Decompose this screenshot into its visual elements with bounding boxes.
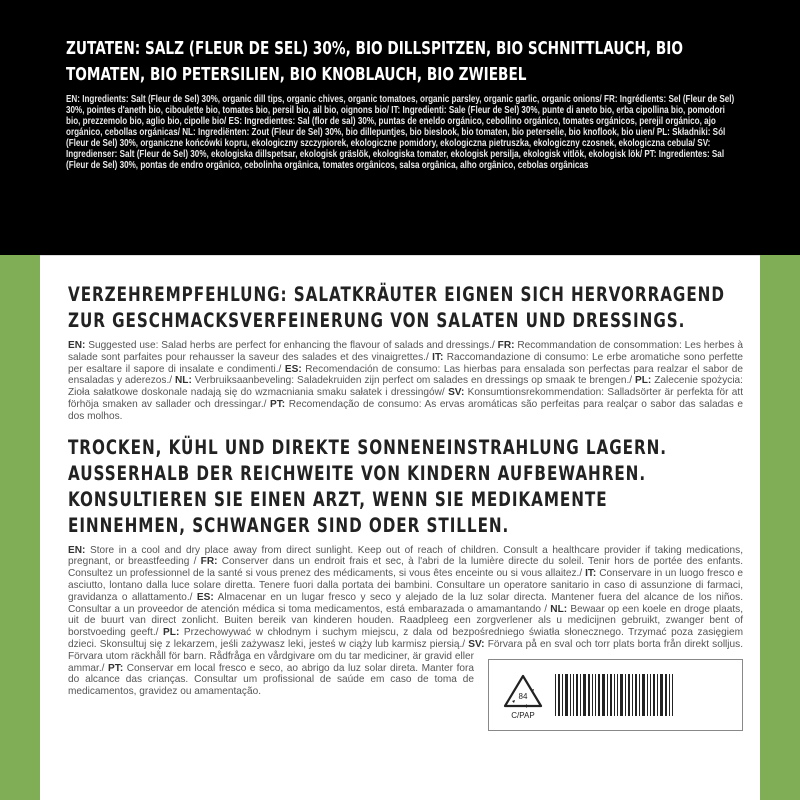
storage-translations xyxy=(68,544,744,720)
barcode-bar xyxy=(607,674,608,716)
translation-text: Conservare in un luogo fresco e asciutto, lontano dalla luce solare diretta. Tenere fuori dalla portata dei bambini. Consultare un operatore sanitario in caso di assunzione di farmaci, gravidanza o allattamento./ xyxy=(68,568,743,603)
barcode-bar xyxy=(650,674,651,716)
barcode-bar xyxy=(602,674,605,716)
barcode-bar xyxy=(592,674,593,716)
translation-text: Store in a cool and dry place away from direct sunlight. Keep out of reach of children. Consult a healthcare provider if taking medications, pregnant, or breastfeeding / xyxy=(68,544,743,568)
barcode-bar xyxy=(576,674,578,716)
translation-text: Konsumtionsrekommendation: Salladsörter är perfekta för att förhöja smaken av sallader och dressingar./ xyxy=(68,387,743,410)
translation-text: Bewaar op een koele en droge plaats, uit de buurt van direct zonlicht. Buiten bereik van kinderen houden. Raadpleeg een zorgverlener als u medicijnen gebruikt, zwanger bent of borstvoeding geeft./ xyxy=(68,603,743,639)
language-code: IT: xyxy=(585,568,597,580)
barcode-bar xyxy=(565,674,568,716)
barcode-bar xyxy=(672,674,673,716)
translation-text: Förvara på en sval och torr plats borta från direkt solljus. Förvara utom räckhåll för barn. Rådfråga en vårdgivare om du tar mediciner, är gravid eller ammar./ xyxy=(68,638,744,674)
translation-text: Raccomandazione di consumo: Le erbe aromatiche sono perfette per esaltare il sapore di insalate e condimenti./ xyxy=(68,351,743,375)
barcode-bar xyxy=(555,674,556,716)
translation-text: Ingredienti: Sale (Fleur de Sel) 30%, punte di aneto bio, erba cipollina bio, pomodori bio, prezzemolo bio, aglio bio, cipolle bio/ xyxy=(66,105,725,127)
barcode-bar xyxy=(635,674,637,716)
language-code: ES: xyxy=(284,363,302,375)
barcode-bar xyxy=(558,674,560,716)
language-code: PT: xyxy=(644,149,657,160)
translation-text: Verbruiksaanbeveling: Saladekruiden zijn perfect om salades en dressings op smaak te brengen./ xyxy=(191,375,636,387)
barcode-bar xyxy=(617,674,618,716)
translation-text: Almacenar en un lugar fresco y seco y alejado de la luz solar directa. Mantener fuera del alcance de los niños. Consultar a un proveedor de atención médica si toma medicamentos, está embarazada o amamantando / xyxy=(68,591,743,615)
ingredients-heading: ZUTATEN: SALZ (FLEUR DE SEL) 30%, BIO DILLSPITZEN, BIO SCHNITTLAUCH, BIO TOMATEN, BIO PETERSILIEN, BIO KNOBLAUCH, BIO ZWIEBEL xyxy=(66,39,683,85)
language-code: ES: xyxy=(228,116,243,127)
barcode-bar xyxy=(598,674,600,716)
language-code: EN: xyxy=(66,94,80,105)
barcode-bar xyxy=(583,674,586,716)
barcode-icon xyxy=(555,674,730,716)
translation-text: Ingredients: Salt (Fleur de Sel) 30%, organic dill tips, organic chives, organic tomatoes, organic parsley, organic garlic, organic onions/ xyxy=(79,94,605,105)
language-code: IT: xyxy=(432,351,444,363)
barcode-bar xyxy=(653,674,655,716)
barcode-bar xyxy=(570,674,571,716)
language-code: PT: xyxy=(108,662,124,674)
language-code: FR: xyxy=(200,556,218,568)
barcode-bar xyxy=(625,674,626,716)
barcode-bar xyxy=(614,674,615,716)
recycling-material: C/PAP xyxy=(511,710,535,720)
barcode-bar xyxy=(639,674,640,716)
recycling-triangle-icon xyxy=(501,672,546,724)
barcode-bar xyxy=(573,674,574,716)
barcode-bar xyxy=(620,674,623,716)
translation-text: Suggested use: Salad herbs are perfect for enhancing the flavour of salads and dressings./ xyxy=(85,340,498,351)
translation-text: Ingrediënten: Zout (Fleur de Sel) 30%, bio dillepuntjes, bio bieslook, bio tomaten, bio peterselie, bio knoflook, bio uien/ xyxy=(195,127,657,138)
language-code: NL: xyxy=(182,127,196,138)
barcode-bar xyxy=(628,674,630,716)
barcode-bar xyxy=(610,674,612,716)
storage-heading: TROCKEN, KÜHL UND DIREKTE SONNENEINSTRAHLUNG LAGERN. AUSSERHALB DER REICHWEITE VON KINDERN AUFBEWAHREN. KONSULTIEREN SIE EINEN ARZT, WENN SIE MEDIKAMENTE EINNEHMEN, SCHWANGER SIND ODER STILLEN. xyxy=(68,435,668,537)
language-code: SV: xyxy=(448,387,465,399)
usage-heading: VERZEHREMPFEHLUNG: SALATKRÄUTER EIGNEN SICH HERVORRAGEND ZUR GESCHMACKSVERFEINERUNG VON SALATEN UND DRESSINGS. xyxy=(68,283,725,332)
translation-text: Conserver dans un endroit frais et sec, à l'abri de la lumière directe du soleil. Tenir hors de portée des enfants. Consultez un professionnel de la santé si vous prenez des médicaments, si vous êtes enceinte ou si vous allaitez./ xyxy=(68,556,743,580)
barcode-bar xyxy=(647,674,648,716)
language-code: FR: xyxy=(604,94,618,105)
translation-text: Recommandation de consommation: Les herbes à salade sont parfaites pour rehausser la saveur des salades et des vinaigrettes./ xyxy=(68,340,744,363)
info-panel xyxy=(40,255,760,800)
barcode-bar xyxy=(632,674,633,716)
language-code: PL: xyxy=(163,627,180,639)
language-code: SV: xyxy=(468,638,485,650)
translation-text: Conservar em local fresco e seco, ao abrigo da luz solar direta. Manter fora do alcance das crianças. Consultar um profissional de saúde em caso de toma de medicamentos, gravidez ou amamentação. xyxy=(68,662,475,698)
language-code: ES: xyxy=(196,591,214,603)
language-code: PL: xyxy=(656,127,670,138)
barcode-bar xyxy=(588,674,590,716)
language-code: PL: xyxy=(635,375,652,387)
translation-text: Recomendación de consumo: Las hierbas para ensalada son perfectas para realzar el sabor de ensaladas y aderezos./ xyxy=(68,363,743,387)
translation-text: Ingrédients: Sel (Fleur de Sel) 30%, pointes d'aneth bio, ciboulette bio, tomates bio, persil bio, ail bio, oignons bio/ xyxy=(66,94,735,116)
barcode-bar xyxy=(665,674,667,716)
translation-text: Ingredientes: Sal (flor de sal) 30%, puntas de eneldo orgánico, cebollino orgánico, tomates orgánicos, perejil orgánico, ajo orgánico, cebollas orgánicas/ xyxy=(66,116,716,138)
translation-text: Ingredienser: Salt (Fleur de Sel) 30%, ekologiska dillspetsar, ekologisk gräslök, ekologiska tomater, ekologisk persilja, ekologisk vitlök, ekologisk lök/ xyxy=(66,149,645,160)
language-code: PT: xyxy=(270,398,286,410)
ingredients-translations xyxy=(66,94,737,171)
language-code: FR: xyxy=(497,340,515,351)
translation-text: Przechowywać w chłodnym i suchym miejscu, z dala od bezpośredniego światła słonecznego. Trzymać poza zasięgiem dzieci. Skonsultuj się z lekarzem, jeśli zażywasz leki, jesteś w ciąży lub karmisz piersią./ xyxy=(68,627,743,650)
language-code: SV: xyxy=(697,138,711,149)
translation-text: Recomendação de consumo: As ervas aromáticas são perfeitas para realçar o sabor das saladas e dos molhos. xyxy=(68,398,743,422)
usage-translations xyxy=(68,340,743,423)
packaging-box xyxy=(488,659,743,731)
recycling-code: 84 xyxy=(518,691,528,701)
language-code: EN: xyxy=(68,544,86,556)
language-code: EN: xyxy=(68,340,86,351)
translation-text: Zalecenie spożycia: Zioła sałatkowe doskonale nadają się do wzmacniania smaku sałatek i dressingów/ xyxy=(68,375,743,399)
translation-text: Składniki: Sól (Fleur de Sel) 30%, organiczne końcówki kopru, ekologiczny szczypiorek, ekologiczne pomidory, ekologiczna pietruszka, ekologiczny czosnek, ekologiczna cebula/ xyxy=(66,127,726,149)
barcode-bar xyxy=(660,674,663,716)
barcode-bar xyxy=(669,674,670,716)
barcode-bar xyxy=(562,674,563,716)
barcode-bar xyxy=(580,674,581,716)
language-code: NL: xyxy=(174,375,192,387)
barcode-bar xyxy=(642,674,645,716)
language-code: NL: xyxy=(550,603,568,615)
barcode-bar xyxy=(657,674,658,716)
barcode-bar xyxy=(595,674,596,716)
ingredients-band xyxy=(0,0,800,255)
translation-text: Ingredientes: Sal (Fleur de Sel) 30%, pontas de endro orgânico, cebolinha orgânica, tomates orgânicos, salsa orgânica, alho orgânico, cebolas orgânicas xyxy=(66,149,725,171)
language-code: IT: xyxy=(391,105,401,116)
